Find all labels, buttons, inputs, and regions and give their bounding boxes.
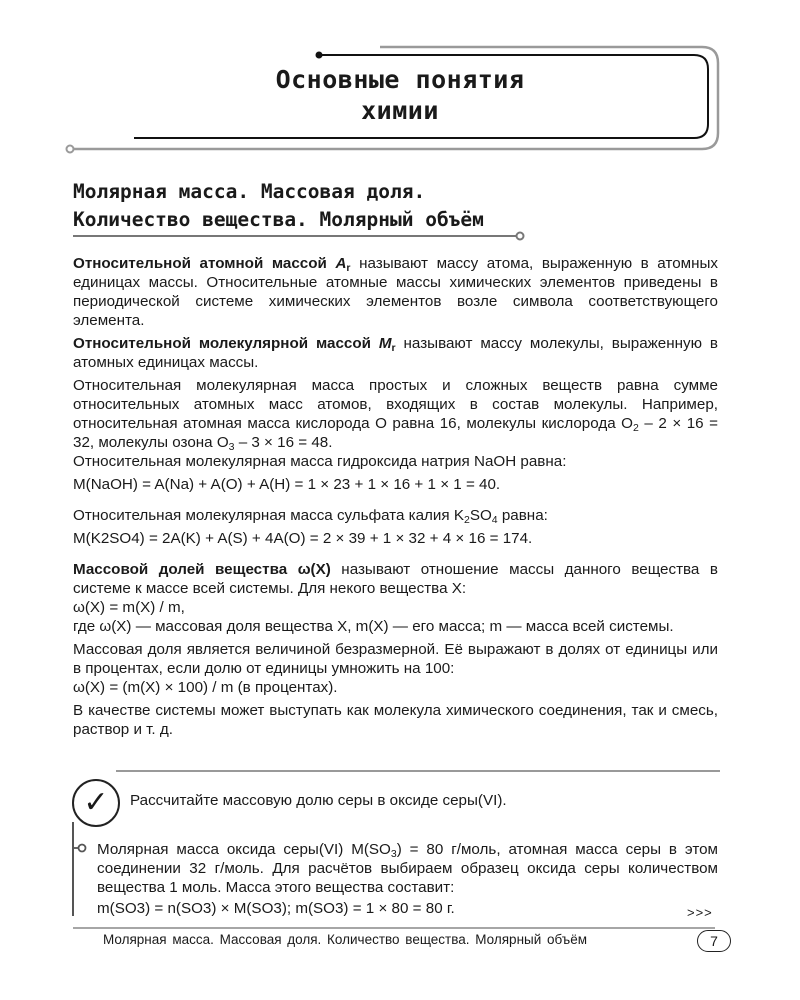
page-number: 7 xyxy=(697,930,731,952)
paragraph-dimensionless: Массовая доля является величиной безразмерной. Её выражают в долях от единицы или в процентах, если долю от единицы умножить на 100: xyxy=(73,641,718,677)
paragraph-oxygen-example: Относительная молекулярная масса простых и сложных веществ равна сумме относительных атомных масс атомов, входящих в состав молекулы. Например, относительная атомная масса кислорода O равна 16, молекулы кислорода $O_2 - 2 \times 16 = 32$, молекулы озона $O_3 - 3 \times 16 = 48$. xyxy=(73,377,718,453)
answer-text: Молярная масса оксида серы(VI) $M(SO_3) = 80$ г/моль, атомная масса серы в этом соединении 32 г/моль. Для расчётов выбираем образец оксида серы количеством вещества 1 моль. Масса этого вещества составит: xyxy=(97,841,718,896)
formula-k2so4: M(K2SO4) = 2A(K) + A(S) + 4A(O) = 2 × 39 + 1 × 32 + 4 × 16 = 174. xyxy=(73,530,533,547)
chapter-title-line1: Основные понятия xyxy=(275,65,525,94)
chapter-title xyxy=(200,64,600,126)
frame-dot-left xyxy=(67,146,74,153)
formula-mass-fraction: ω(X) = m(X) / m, xyxy=(73,599,185,616)
footer-running-title: Молярная масса. Массовая доля. Количество вещества. Молярный объём xyxy=(103,932,588,947)
formula-naoh: M(NaOH) = A(Na) + A(O) + A(H) = 1 × 23 + 1 × 16 + 1 × 1 = 40. xyxy=(73,476,501,493)
paragraph-naoh-intro: Относительная молекулярная масса гидроксида натрия NaOH равна: xyxy=(73,453,567,470)
paragraph-molecular-mass: Относительной молекулярной массой $M_r$ называют массу молекулы, выраженную в атомных единицах массы. xyxy=(73,335,718,371)
paragraph-atomic-mass: Относительной атомной массой $A_r$ называют массу атома, выраженную в атомных единицах массы. Относительные атомные массы химических элементов приведены в периодической системе химических элементов возле символа соответствующего элемента. xyxy=(73,255,718,329)
chapter-title-line2: химии xyxy=(361,96,439,125)
paragraph-system: В качестве системы может выступать как молекула химического соединения, так и смесь, раствор и т. д. xyxy=(73,702,718,738)
task-question: Рассчитайте массовую долю серы в оксиде серы(VI). xyxy=(130,792,507,809)
paragraph-mass-fraction: Массовой долей вещества ω(X) называют отношение массы данного вещества в системе к массе всей системы. Для некого вещества X: xyxy=(73,561,718,597)
answer-formula: m(SO3) = n(SO3) × M(SO3); m(SO3) = 1 × 80 = 80 г. xyxy=(97,900,455,917)
task-answer xyxy=(97,840,718,918)
section-title xyxy=(73,178,733,234)
section-title-line1: Молярная масса. Массовая доля. xyxy=(73,180,426,203)
answer-marker xyxy=(79,845,86,852)
paragraph-k2so4-intro: Относительная молекулярная масса сульфата калия $K_2SO_4$ равна: xyxy=(73,507,548,526)
formula-percent: ω(X) = (m(X) × 100) / m (в процентах). xyxy=(73,679,338,696)
paragraph-mass-fraction-where: где ω(X) — массовая доля вещества X, m(X) — его масса; m — масса всей системы. xyxy=(73,618,674,635)
section-title-line2: Количество вещества. Молярный объём xyxy=(73,208,484,231)
continue-marker: >>> xyxy=(687,905,713,920)
check-icon: ✓ xyxy=(72,779,120,827)
main-text xyxy=(73,254,718,739)
